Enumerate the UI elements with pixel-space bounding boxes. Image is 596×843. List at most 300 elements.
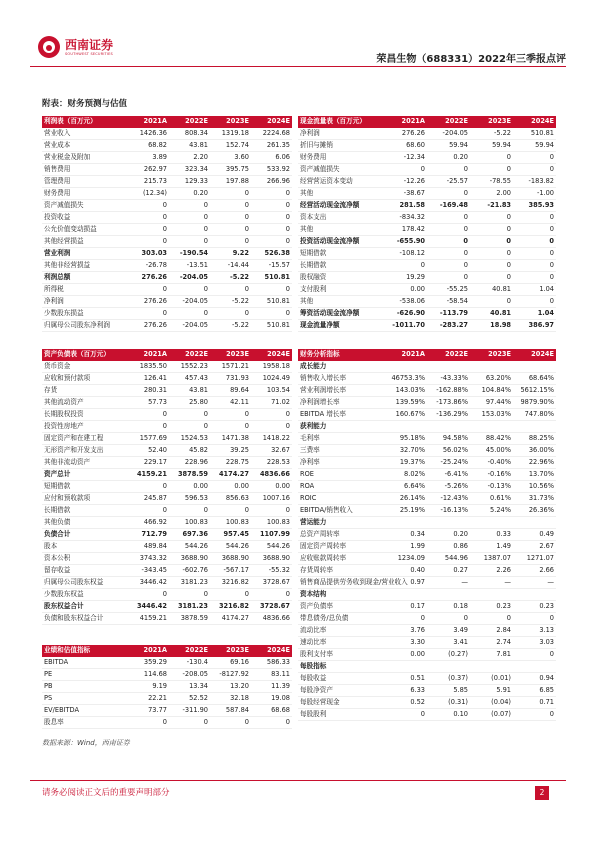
cell-value: 152.74 xyxy=(210,139,251,151)
cell-value: 5612.15% xyxy=(513,384,556,396)
cell-value: -190.54 xyxy=(169,247,210,259)
cell-value: -38.67 xyxy=(384,187,427,199)
cell-value: 3728.67 xyxy=(251,600,292,612)
cell-value: 1577.69 xyxy=(128,432,169,444)
cell-value: 0.18 xyxy=(427,600,470,612)
row-label: 其他 xyxy=(298,295,384,307)
cell-value: 5.85 xyxy=(427,684,470,696)
table-row xyxy=(298,660,556,672)
cell-value: 0 xyxy=(251,588,292,600)
cell-value: -14.44 xyxy=(210,259,251,271)
year-header: 2021A xyxy=(384,349,427,361)
row-label: 负债合计 xyxy=(42,528,128,540)
table-title: 财务分析指标 xyxy=(298,349,384,361)
table-row xyxy=(42,612,292,624)
cell-value: 2.26 xyxy=(470,564,513,576)
cell-value: -169.48 xyxy=(427,199,470,211)
cell-value: -0.40% xyxy=(470,456,513,468)
table-row xyxy=(42,600,292,612)
cell-value: 303.03 xyxy=(128,247,169,259)
data-source: 数据来源：Wind，西南证券 xyxy=(42,739,130,747)
cell-value: 281.58 xyxy=(384,199,427,211)
cell-value: 0 xyxy=(251,716,292,728)
row-label: PE xyxy=(42,668,128,680)
table-row xyxy=(42,716,292,728)
cell-value: 1471.38 xyxy=(210,432,251,444)
row-label: PS xyxy=(42,692,128,704)
cell-value: 0 xyxy=(210,408,251,420)
cell-value: 1571.21 xyxy=(210,361,251,373)
table-row xyxy=(42,468,292,480)
cell-value: 3.30 xyxy=(384,636,427,648)
cell-value: 43.81 xyxy=(169,139,210,151)
cell-value: 0 xyxy=(210,199,251,211)
cell-value: 0.34 xyxy=(384,528,427,540)
cell-value: 3728.67 xyxy=(251,576,292,588)
row-label: 财务费用 xyxy=(42,187,128,199)
cell-value: 197.88 xyxy=(210,175,251,187)
row-label: 每股股利 xyxy=(298,708,384,720)
cell-value: 489.84 xyxy=(128,540,169,552)
cell-value: 1418.22 xyxy=(251,432,292,444)
cell-value: -108.12 xyxy=(384,247,427,259)
cell-value: -136.29% xyxy=(427,408,470,420)
cell-value: 5.24% xyxy=(470,504,513,516)
cell-value: 0 xyxy=(169,420,210,432)
table-row xyxy=(42,163,292,175)
table-row xyxy=(298,468,556,480)
cell-value xyxy=(427,420,470,432)
cell-value: 0.23 xyxy=(470,600,513,612)
page-header xyxy=(30,36,566,76)
table-title: 现金流量表（百万元） xyxy=(298,116,384,128)
row-label: 其他流动资产 xyxy=(42,396,128,408)
cell-value: 0.40 xyxy=(384,564,427,576)
cell-value: 0 xyxy=(251,199,292,211)
row-label: 净利润 xyxy=(42,295,128,307)
cell-value: -626.90 xyxy=(384,307,427,319)
table-title: 业绩和估值指标 xyxy=(42,645,128,657)
table-row xyxy=(298,672,556,684)
row-label: 管理费用 xyxy=(42,175,128,187)
cell-value: 114.68 xyxy=(128,668,169,680)
row-label: 少数股东权益 xyxy=(42,588,128,600)
cell-value: 2.74 xyxy=(470,636,513,648)
cell-value: 0.10 xyxy=(427,708,470,720)
cell-value: -1.00 xyxy=(513,187,556,199)
cell-value: 386.97 xyxy=(513,319,556,331)
cell-value: 68.60 xyxy=(384,139,427,151)
cell-value: 100.83 xyxy=(210,516,251,528)
table-row xyxy=(42,692,292,704)
cell-value: 9.19 xyxy=(128,680,169,692)
year-header: 2024E xyxy=(251,349,292,361)
table-row xyxy=(298,624,556,636)
cell-value: 466.92 xyxy=(128,516,169,528)
cell-value: 1271.07 xyxy=(513,552,556,564)
cell-value: 510.81 xyxy=(251,295,292,307)
cell-value: 0 xyxy=(251,504,292,516)
row-label: 支付股利 xyxy=(298,283,384,295)
cell-value: 1024.49 xyxy=(251,372,292,384)
row-label: 每股经营现金 xyxy=(298,696,384,708)
cell-value: 0 xyxy=(210,223,251,235)
cell-value: 1426.36 xyxy=(128,128,169,140)
table-header-row xyxy=(298,349,556,361)
row-label: EBITDA 增长率 xyxy=(298,408,384,420)
cell-value: 0 xyxy=(513,295,556,307)
year-header: 2024E xyxy=(251,116,292,128)
cell-value: 0 xyxy=(128,588,169,600)
cell-value: 0 xyxy=(384,708,427,720)
cell-value: 25.80 xyxy=(169,396,210,408)
cell-value: -8127.92 xyxy=(210,668,251,680)
table-row xyxy=(298,648,556,660)
cell-value: -5.26% xyxy=(427,480,470,492)
income-statement-table xyxy=(42,116,292,332)
cell-value: 0 xyxy=(470,151,513,163)
row-label: 营运能力 xyxy=(298,516,384,528)
cell-value: 45.82 xyxy=(169,444,210,456)
cell-value: 46753.3% xyxy=(384,372,427,384)
table-row xyxy=(298,696,556,708)
cell-value xyxy=(470,361,513,373)
cell-value: 32.67 xyxy=(251,444,292,456)
cell-value: 178.42 xyxy=(384,223,427,235)
cell-value: -55.32 xyxy=(251,564,292,576)
cell-value: 510.81 xyxy=(251,319,292,331)
cell-value: 83.11 xyxy=(251,668,292,680)
cell-value: 0 xyxy=(384,163,427,175)
cell-value: 4836.66 xyxy=(251,468,292,480)
cell-value: 0 xyxy=(169,223,210,235)
cell-value: (0.37) xyxy=(427,672,470,684)
footer-disclaimer: 请务必阅读正文后的重要声明部分 xyxy=(42,788,170,798)
row-label: 销售商品提供劳务收到现金/营业收入 xyxy=(298,576,384,588)
table-row xyxy=(42,432,292,444)
cell-value: 457.43 xyxy=(169,372,210,384)
cell-value: 0.94 xyxy=(513,672,556,684)
cell-value: 0 xyxy=(513,235,556,247)
cell-value: -5.22 xyxy=(470,128,513,140)
row-label: 货币资金 xyxy=(42,361,128,373)
cell-value: 0 xyxy=(169,307,210,319)
row-label: 少数股东损益 xyxy=(42,307,128,319)
cell-value: 1387.07 xyxy=(470,552,513,564)
cell-value xyxy=(470,516,513,528)
table-row xyxy=(42,151,292,163)
year-header: 2021A xyxy=(128,116,169,128)
valuation-table xyxy=(42,645,292,729)
cell-value: 59.94 xyxy=(470,139,513,151)
cell-value: 57.73 xyxy=(128,396,169,408)
cell-value: 0 xyxy=(169,408,210,420)
year-header: 2024E xyxy=(251,645,292,657)
row-label: 固定资产和在建工程 xyxy=(42,432,128,444)
cell-value: 7.81 xyxy=(470,648,513,660)
cell-value: 3743.32 xyxy=(128,552,169,564)
cell-value: 73.77 xyxy=(128,704,169,716)
company-logo xyxy=(38,36,113,58)
cell-value: 94.58% xyxy=(427,432,470,444)
cell-value: 856.63 xyxy=(210,492,251,504)
cell-value: 0 xyxy=(470,223,513,235)
cell-value: 0 xyxy=(251,283,292,295)
cell-value: 6.06 xyxy=(251,151,292,163)
cell-value: 261.35 xyxy=(251,139,292,151)
cell-value: 0 xyxy=(384,259,427,271)
cell-value: 0 xyxy=(251,187,292,199)
table-row xyxy=(298,187,556,199)
cell-value: 0 xyxy=(210,307,251,319)
cell-value: 0 xyxy=(470,247,513,259)
cell-value: 0 xyxy=(513,211,556,223)
table-row xyxy=(42,444,292,456)
cell-value: 71.02 xyxy=(251,396,292,408)
cell-value: -208.05 xyxy=(169,668,210,680)
cell-value: (0.01) xyxy=(470,672,513,684)
cell-value: 0 xyxy=(427,187,470,199)
cell-value: 276.26 xyxy=(384,128,427,140)
table-row xyxy=(42,283,292,295)
cell-value: 0 xyxy=(513,612,556,624)
table-row xyxy=(298,307,556,319)
cell-value: 510.81 xyxy=(251,271,292,283)
table-row xyxy=(42,492,292,504)
cell-value: 4159.21 xyxy=(128,612,169,624)
cell-value: 0.20 xyxy=(427,528,470,540)
year-header: 2023E xyxy=(210,645,251,657)
cell-value: 0 xyxy=(427,259,470,271)
cell-value: -5.22 xyxy=(210,295,251,307)
cell-value: 0 xyxy=(210,420,251,432)
table-row xyxy=(42,271,292,283)
cell-value: 69.16 xyxy=(210,657,251,669)
cell-value: 0 xyxy=(513,151,556,163)
cell-value: 526.38 xyxy=(251,247,292,259)
cell-value: 4159.21 xyxy=(128,468,169,480)
table-header-row xyxy=(42,349,292,361)
cell-value xyxy=(513,361,556,373)
cell-value: 59.94 xyxy=(513,139,556,151)
cell-value: 3216.82 xyxy=(210,576,251,588)
cell-value: 0 xyxy=(210,211,251,223)
cell-value: 1524.53 xyxy=(169,432,210,444)
cell-value: 89.64 xyxy=(210,384,251,396)
table-row xyxy=(42,540,292,552)
row-label: 营业成本 xyxy=(42,139,128,151)
cell-value: 19.37% xyxy=(384,456,427,468)
row-label: 经营活动现金流净额 xyxy=(298,199,384,211)
table-row xyxy=(42,128,292,140)
row-label: 每股净资产 xyxy=(298,684,384,696)
cell-value: — xyxy=(427,576,470,588)
row-label: 销售收入增长率 xyxy=(298,372,384,384)
cell-value: 544.26 xyxy=(169,540,210,552)
table-row xyxy=(298,235,556,247)
row-label: 其他负债 xyxy=(42,516,128,528)
cell-value: 0.00 xyxy=(384,648,427,660)
cell-value: 52.40 xyxy=(128,444,169,456)
cell-value: 0 xyxy=(427,211,470,223)
year-header: 2023E xyxy=(210,116,251,128)
table-header-row xyxy=(42,645,292,657)
table-row xyxy=(298,151,556,163)
cell-value: 0 xyxy=(128,716,169,728)
cell-value: 1.49 xyxy=(470,540,513,552)
cell-value: -1011.70 xyxy=(384,319,427,331)
cell-value: 3.89 xyxy=(128,151,169,163)
cell-value: 160.67% xyxy=(384,408,427,420)
row-label: 其他 xyxy=(298,223,384,235)
table-row xyxy=(42,480,292,492)
cell-value: 0.86 xyxy=(427,540,470,552)
row-label: 应收账款周转率 xyxy=(298,552,384,564)
row-label: 短期借款 xyxy=(42,480,128,492)
cell-value: 0.23 xyxy=(513,600,556,612)
row-label: 销售费用 xyxy=(42,163,128,175)
cell-value: 0 xyxy=(169,199,210,211)
row-label: 毛利率 xyxy=(298,432,384,444)
year-header: 2022E xyxy=(427,349,470,361)
cell-value: 276.26 xyxy=(128,271,169,283)
cell-value: (0.04) xyxy=(470,696,513,708)
table-row xyxy=(298,372,556,384)
row-label: 经营营运资本变动 xyxy=(298,175,384,187)
cell-value: 385.93 xyxy=(513,199,556,211)
cell-value: 42.11 xyxy=(210,396,251,408)
cell-value xyxy=(427,516,470,528)
row-label: 应收和预付款项 xyxy=(42,372,128,384)
cell-value: -113.79 xyxy=(427,307,470,319)
cell-value: 0 xyxy=(513,271,556,283)
table-row xyxy=(42,408,292,420)
cell-value: 0 xyxy=(470,235,513,247)
cell-value: 0.61% xyxy=(470,492,513,504)
cell-value: 3446.42 xyxy=(128,600,169,612)
cell-value: -204.05 xyxy=(169,319,210,331)
cell-value: 0 xyxy=(427,163,470,175)
cell-value: 3878.59 xyxy=(169,468,210,480)
cell-value: 280.31 xyxy=(128,384,169,396)
row-label: 存货周转率 xyxy=(298,564,384,576)
cell-value xyxy=(470,588,513,600)
table-row xyxy=(42,657,292,669)
row-label: 每股指标 xyxy=(298,660,384,672)
cell-value: 100.83 xyxy=(251,516,292,528)
cell-value: -343.45 xyxy=(128,564,169,576)
row-label: 资产减值损失 xyxy=(42,199,128,211)
table-row xyxy=(298,384,556,396)
cell-value: 0 xyxy=(427,223,470,235)
year-header: 2021A xyxy=(128,349,169,361)
cell-value: -13.51 xyxy=(169,259,210,271)
cell-value: 22.96% xyxy=(513,456,556,468)
cell-value: 5.91 xyxy=(470,684,513,696)
row-label: 总资产周转率 xyxy=(298,528,384,540)
cell-value: 36.00% xyxy=(513,444,556,456)
table-row xyxy=(298,612,556,624)
cell-value: 6.85 xyxy=(513,684,556,696)
cell-value: 0 xyxy=(427,271,470,283)
cell-value xyxy=(470,660,513,672)
page-number: 2 xyxy=(535,786,549,800)
cell-value: 9879.90% xyxy=(513,396,556,408)
cell-value: -311.90 xyxy=(169,704,210,716)
table-row xyxy=(298,128,556,140)
table-row xyxy=(298,259,556,271)
cell-value: 31.73% xyxy=(513,492,556,504)
table-row xyxy=(42,319,292,331)
cell-value: 0.20 xyxy=(169,187,210,199)
cell-value: 0 xyxy=(169,504,210,516)
row-label: 投资性房地产 xyxy=(42,420,128,432)
cell-value: 0.52 xyxy=(384,696,427,708)
cell-value: 18.98 xyxy=(470,319,513,331)
cell-value: -12.43% xyxy=(427,492,470,504)
cell-value: -0.16% xyxy=(470,468,513,480)
cell-value: 262.97 xyxy=(128,163,169,175)
row-label: 股权融资 xyxy=(298,271,384,283)
cell-value: 103.54 xyxy=(251,384,292,396)
cell-value: 0 xyxy=(513,708,556,720)
row-label: 其他经营损益 xyxy=(42,235,128,247)
table-row xyxy=(298,361,556,373)
row-label: 资产总计 xyxy=(42,468,128,480)
cell-value: 2.67 xyxy=(513,540,556,552)
cell-value: -204.05 xyxy=(169,271,210,283)
cell-value: 63.20% xyxy=(470,372,513,384)
cell-value: 0.00 xyxy=(251,480,292,492)
cell-value: -16.13% xyxy=(427,504,470,516)
cell-value: 3.76 xyxy=(384,624,427,636)
cell-value: 3.60 xyxy=(210,151,251,163)
cell-value: 13.34 xyxy=(169,680,210,692)
table-row xyxy=(42,211,292,223)
table-row xyxy=(42,588,292,600)
cell-value: 276.26 xyxy=(128,319,169,331)
cell-value: -55.25 xyxy=(427,283,470,295)
cell-value xyxy=(384,420,427,432)
cell-value: 0.27 xyxy=(427,564,470,576)
cell-value xyxy=(513,588,556,600)
cell-value: 97.44% xyxy=(470,396,513,408)
cell-value: — xyxy=(513,576,556,588)
cell-value: 88.42% xyxy=(470,432,513,444)
year-header: 2022E xyxy=(427,116,470,128)
cell-value: 0 xyxy=(384,612,427,624)
cell-value: 228.96 xyxy=(169,456,210,468)
table-row xyxy=(298,199,556,211)
table-row xyxy=(298,408,556,420)
table-row xyxy=(42,564,292,576)
cell-value xyxy=(513,660,556,672)
cell-value: 0.20 xyxy=(427,151,470,163)
table-row xyxy=(298,576,556,588)
cell-value: -5.22 xyxy=(210,319,251,331)
row-label: 营业税金及附加 xyxy=(42,151,128,163)
cell-value: 0 xyxy=(128,307,169,319)
cell-value: 0 xyxy=(513,163,556,175)
row-label: 资本结构 xyxy=(298,588,384,600)
table-row xyxy=(42,552,292,564)
cell-value: 10.56% xyxy=(513,480,556,492)
cell-value: 0 xyxy=(128,235,169,247)
cell-value: -78.55 xyxy=(470,175,513,187)
cell-value: 0.17 xyxy=(384,600,427,612)
year-header: 2022E xyxy=(169,116,210,128)
row-label: 流动比率 xyxy=(298,624,384,636)
